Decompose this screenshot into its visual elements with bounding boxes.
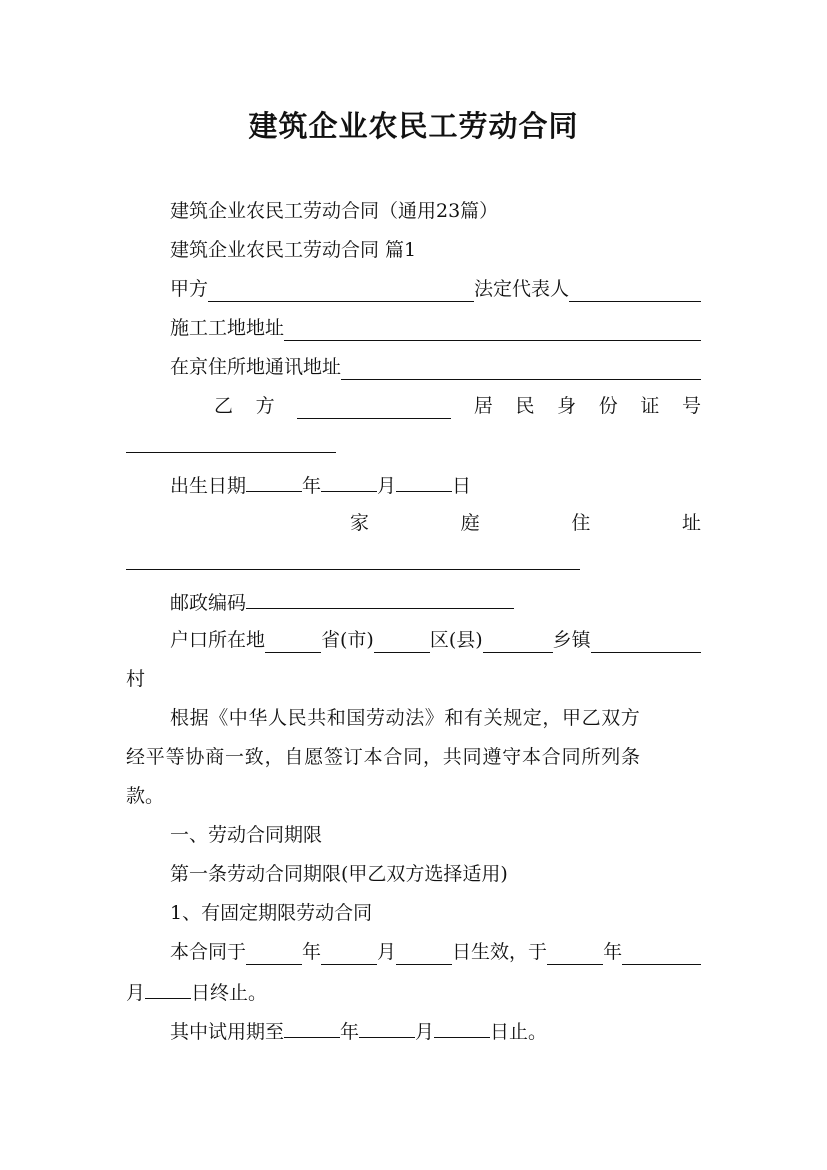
month-label: 月: [377, 475, 397, 497]
terminate-label: 日终止。: [191, 982, 268, 1004]
home-address-blank[interactable]: [126, 569, 580, 570]
postcode-line: [170, 588, 514, 614]
birth-year-blank[interactable]: [246, 471, 302, 492]
month-label: 月: [126, 982, 146, 1004]
id-label-char: 份: [598, 395, 618, 417]
province-label: 省(市): [321, 629, 374, 651]
end-day-blank[interactable]: [145, 978, 191, 999]
fixed-term-heading: 1、有固定期限劳动合同: [170, 902, 373, 924]
probation-day-blank[interactable]: [434, 1017, 490, 1038]
party-a-blank[interactable]: [208, 281, 474, 302]
probation-line: [170, 1017, 547, 1043]
start-day-blank[interactable]: [396, 944, 452, 965]
end-year-blank[interactable]: [547, 944, 603, 965]
town-blank[interactable]: [483, 632, 553, 653]
stop-label: 日止。: [490, 1021, 548, 1043]
contract-from-label: 本合同于: [170, 941, 247, 963]
id-number-blank[interactable]: [126, 452, 336, 453]
document-title: 建筑企业农民工劳动合同: [248, 109, 579, 143]
party-a-line: [170, 276, 701, 302]
party-b-char: 方: [255, 395, 275, 417]
id-label-char: 民: [515, 395, 535, 417]
birth-label: 出生日期: [170, 475, 247, 497]
effective-label: 日生效，于: [452, 941, 548, 963]
birth-date-line: [170, 471, 471, 497]
home-label-char: 庭: [460, 512, 480, 534]
year-label: 年: [340, 1021, 360, 1043]
home-label-char: 家: [350, 512, 370, 534]
id-label-char: 证: [640, 395, 660, 417]
legal-rep-blank[interactable]: [569, 281, 701, 302]
province-blank[interactable]: [265, 632, 321, 653]
year-label: 年: [302, 941, 322, 963]
contract-term-line: [170, 939, 701, 965]
village-label: 村: [126, 668, 146, 690]
month-label: 月: [377, 941, 397, 963]
district-blank[interactable]: [374, 632, 430, 653]
article-heading: 第一条劳动合同期限(甲乙双方选择适用): [170, 863, 508, 885]
collection-heading: 建筑企业农民工劳动合同（通用23篇）: [170, 200, 499, 222]
village-blank[interactable]: [591, 632, 701, 653]
year-label: 年: [302, 475, 322, 497]
probation-label: 其中试用期至: [170, 1021, 285, 1043]
part-heading: 建筑企业农民工劳动合同 篇1: [170, 239, 417, 261]
probation-month-blank[interactable]: [359, 1017, 415, 1038]
hukou-label: 户口所在地: [170, 629, 266, 651]
postcode-blank[interactable]: [246, 588, 514, 609]
id-label-char: 身: [557, 395, 577, 417]
party-b-char: 乙: [214, 395, 234, 417]
home-label-char: 住: [571, 512, 591, 534]
party-b-line: [214, 393, 701, 419]
beijing-address-blank[interactable]: [341, 359, 701, 380]
basis-paragraph-line: 经平等协商一致，自愿签订本合同，共同遵守本合同所列条: [126, 746, 641, 768]
id-label-char: 号: [681, 395, 701, 417]
home-address-line: [350, 510, 701, 536]
probation-year-blank[interactable]: [284, 1017, 340, 1038]
id-label-char: 居: [473, 395, 493, 417]
party-b-blank[interactable]: [297, 398, 451, 419]
district-label: 区(县): [429, 629, 483, 651]
hukou-line: [170, 627, 701, 653]
birth-month-blank[interactable]: [321, 471, 377, 492]
party-a-label: 甲方: [170, 278, 209, 300]
site-address-line: [170, 315, 701, 341]
basis-paragraph-line: 根据《中华人民共和国劳动法》和有关规定，甲乙双方: [170, 707, 641, 729]
start-month-blank[interactable]: [321, 944, 377, 965]
postcode-label: 邮政编码: [170, 592, 247, 614]
end-month-blank[interactable]: [622, 944, 701, 965]
beijing-address-line: [170, 354, 701, 380]
home-label-char: 址: [681, 512, 701, 534]
day-label: 日: [452, 475, 472, 497]
birth-day-blank[interactable]: [396, 471, 452, 492]
section-heading: 一、劳动合同期限: [170, 824, 323, 846]
start-year-blank[interactable]: [246, 944, 302, 965]
town-label: 乡镇: [552, 629, 591, 651]
contract-term-line-2: [126, 978, 267, 1004]
site-address-label: 施工工地地址: [170, 317, 285, 339]
basis-paragraph-line: 款。: [126, 785, 165, 807]
month-label: 月: [415, 1021, 435, 1043]
year-label: 年: [603, 941, 623, 963]
legal-rep-label: 法定代表人: [474, 278, 570, 300]
beijing-address-label: 在京住所地通讯地址: [170, 356, 342, 378]
site-address-blank[interactable]: [284, 320, 701, 341]
